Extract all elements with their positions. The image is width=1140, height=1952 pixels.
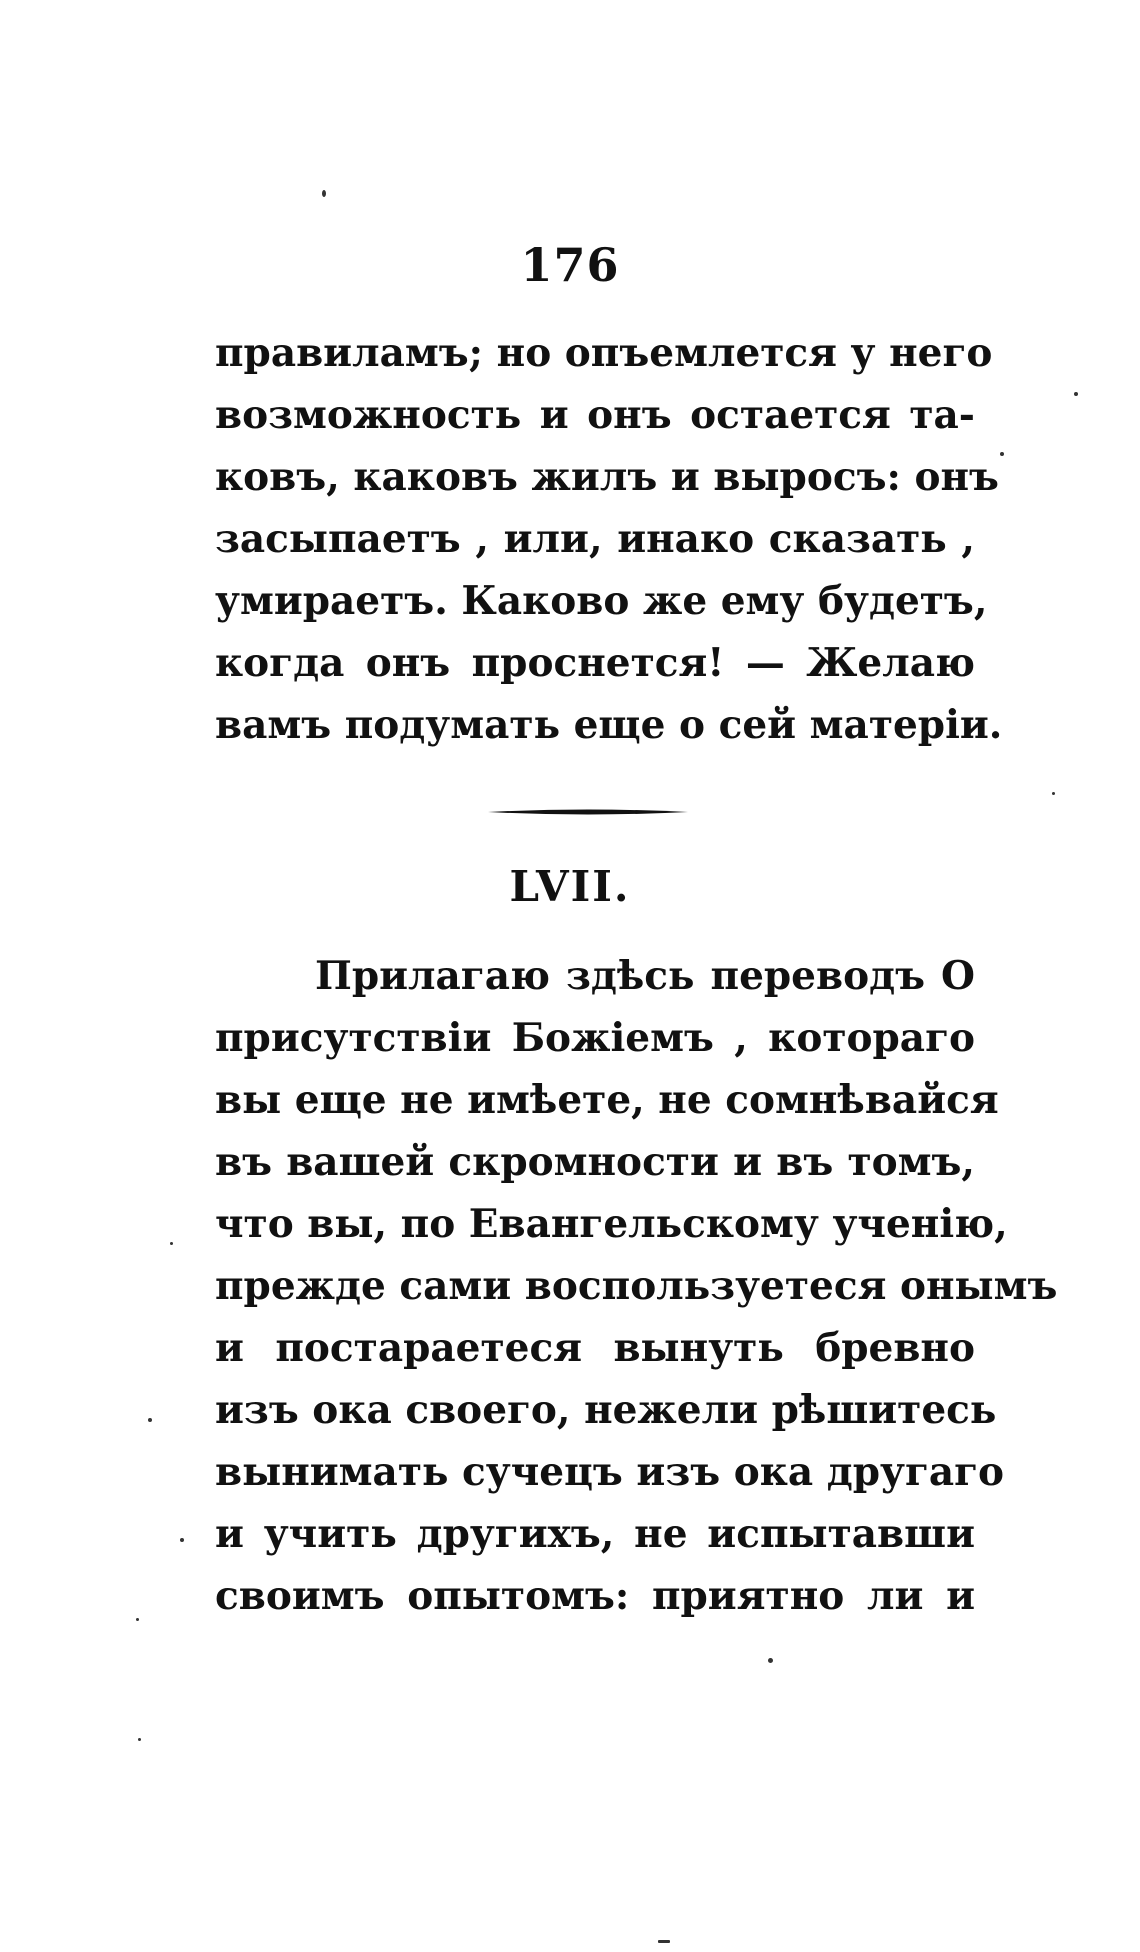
text-line: когда онъ проснется! — Желаю (215, 640, 975, 686)
text-line: своимъ опытомъ: приятно ли и (215, 1573, 975, 1619)
text-line: возможность и онъ остается та- (215, 392, 975, 438)
scan-speck (1052, 792, 1055, 795)
section-heading: LVII. (509, 862, 631, 911)
scan-speck (136, 1618, 139, 1621)
scan-speck (322, 190, 326, 197)
text-line: вы еще не имѣете, не сомнѣвайся (215, 1077, 999, 1123)
scan-speck (768, 1658, 773, 1663)
text-line: что вы, по Евангельскому ученію, (215, 1201, 1008, 1247)
paragraph-top (215, 322, 1003, 756)
text-line: засыпаетъ , или, инако сказать , (215, 516, 975, 562)
scan-speck (1074, 392, 1078, 396)
text-line: изъ ока своего, нежели рѣшитесь (215, 1387, 997, 1433)
scan-speck (180, 1538, 184, 1542)
text-line: въ вашей скромности и въ томъ, (215, 1139, 975, 1185)
text-line: умираетъ. Каково же ему будетъ, (215, 578, 988, 624)
paragraph-bottom (215, 945, 1058, 1627)
text-line: и учить другихъ, не испытавши (215, 1511, 975, 1557)
text-line: вынимать сучецъ изъ ока другаго (215, 1449, 1005, 1495)
scan-speck (170, 1242, 173, 1245)
text-line: правиламъ; но опъемлется у него (215, 330, 993, 376)
text-line: присутствіи Божіемъ , котораго (215, 1015, 975, 1061)
scan-speck (658, 1940, 670, 1943)
scan-speck (148, 1418, 152, 1422)
scan-speck (138, 1738, 141, 1741)
section-divider (488, 808, 688, 816)
scan-speck (1000, 452, 1004, 456)
text-line: прежде сами воспользуетеся онымъ (215, 1263, 1058, 1309)
page-number: 176 (520, 238, 620, 292)
text-line: Прилагаю здѣсь переводъ О (315, 953, 975, 999)
text-line: ковъ, каковъ жилъ и выросъ: онъ (215, 454, 999, 500)
text-line: и постараетеся вынуть бревно (215, 1325, 975, 1371)
text-line: вамъ подумать еще о сей матеріи. (215, 702, 1003, 748)
